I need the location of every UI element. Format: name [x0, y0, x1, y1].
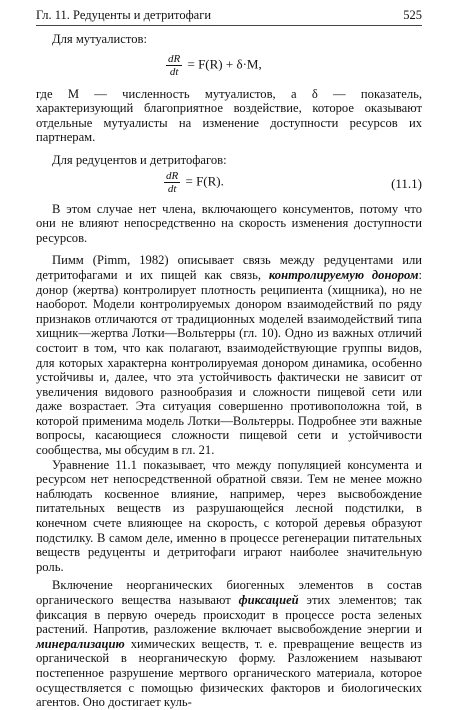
paragraph-inclusion: Включение неорганических биогенных элементов в состав органического вещества называют фиксацией этих элементов; так фиксация в первую очередь происходит в процессе роста зеленых растений. Напротив, разложение включает высвобождение энергии и минерализацию химических веществ, т. е. превращение веществ из органической в неорганическую форму. Разложением называют постепенное разрушение мертвого органического материала, которое осуществляется с помощью физических факторов и биологических агентов. Оно достигает куль-	[36, 578, 422, 710]
term-donor-controlled: контролируемую донором	[268, 267, 419, 282]
formula-mutualists-rhs: = F(R) + δ·M,	[187, 56, 262, 72]
page-body	[36, 32, 422, 710]
paragraph-pimm: Пимм (Pimm, 1982) описывает связь между редуцентами или детритофагами и их пищей как связь, контролируемую донором: донор (жертва) контролирует плотность реципиента (хищника), но не наоборот. Модели контролируемых донором взаимодействий по ряду признаков отличаются от традиционных моделей взаимодействий типа хищник—жертва Лотки—Вольтерры (гл. 10). Одно из важных отличий состоит в том, что как полагают, взаимодействующие группы видов, для которых характерна контролируемая донором динамика, особенно устойчивы и, далее, что эта устойчивость фактически не зависит от увеличения видового разнообразия и сложности пищевой сети или даже возрастает. Эта ситуация совершенно противоположна той, в которой применима модель Лотки—Вольтерры. Подробнее эти важные вопросы, касающиеся сложности пищевой сети и устойчивости сообщества, мы обсудим в гл. 21.	[36, 253, 422, 458]
paragraph-equation: Уравнение 11.1 показывает, что между популяцией консумента и ресурсом нет непосредственной обратной связи. Тем не менее можно наблюдать косвенное влияние, например, через высвобождение питательных веществ из разрушающейся лесной подстилки, в конечном счете влияющее на скорость, с которой деревья образуют подстилку. В самом деле, именно в процессе регенерации питательных веществ редуценты и детритофаги играют наиболее значительную роль.	[36, 457, 422, 574]
formula-reducers	[36, 168, 422, 202]
paragraph-where: где M — численность мутуалистов, а δ — показатель, характеризующий благоприятное воздействие, которое оказывают отдельные мутуалисты на изменение доступности ресурсов их партнерам.	[36, 86, 422, 145]
fraction-dR-dt: $\frac{dR}{dt}$	[168, 52, 181, 78]
equation-number: (11.1)	[391, 175, 422, 191]
term-mineralization: минерализацию	[36, 636, 125, 651]
chapter-title: Гл. 11. Редуценты и детритофаги	[36, 8, 212, 22]
header-rule	[36, 25, 422, 26]
running-header	[36, 8, 422, 26]
formula-reducers-rhs: = F(R).	[185, 173, 224, 189]
fraction-dR-dt-2: $\frac{dR}{dt}$	[166, 169, 179, 195]
term-fixation: фиксацией	[238, 593, 299, 607]
paragraph-no-member: В этом случае нет члена, включающего консументов, потому что они не влияют непосредственно на скорость изменения доступности ресурсов.	[36, 201, 422, 245]
page-number: 525	[403, 8, 422, 22]
mutualists-intro: Для мутуалистов:	[52, 32, 147, 46]
reducers-intro: Для редуцентов и детритофагов:	[52, 152, 227, 167]
formula-mutualists	[36, 47, 422, 87]
